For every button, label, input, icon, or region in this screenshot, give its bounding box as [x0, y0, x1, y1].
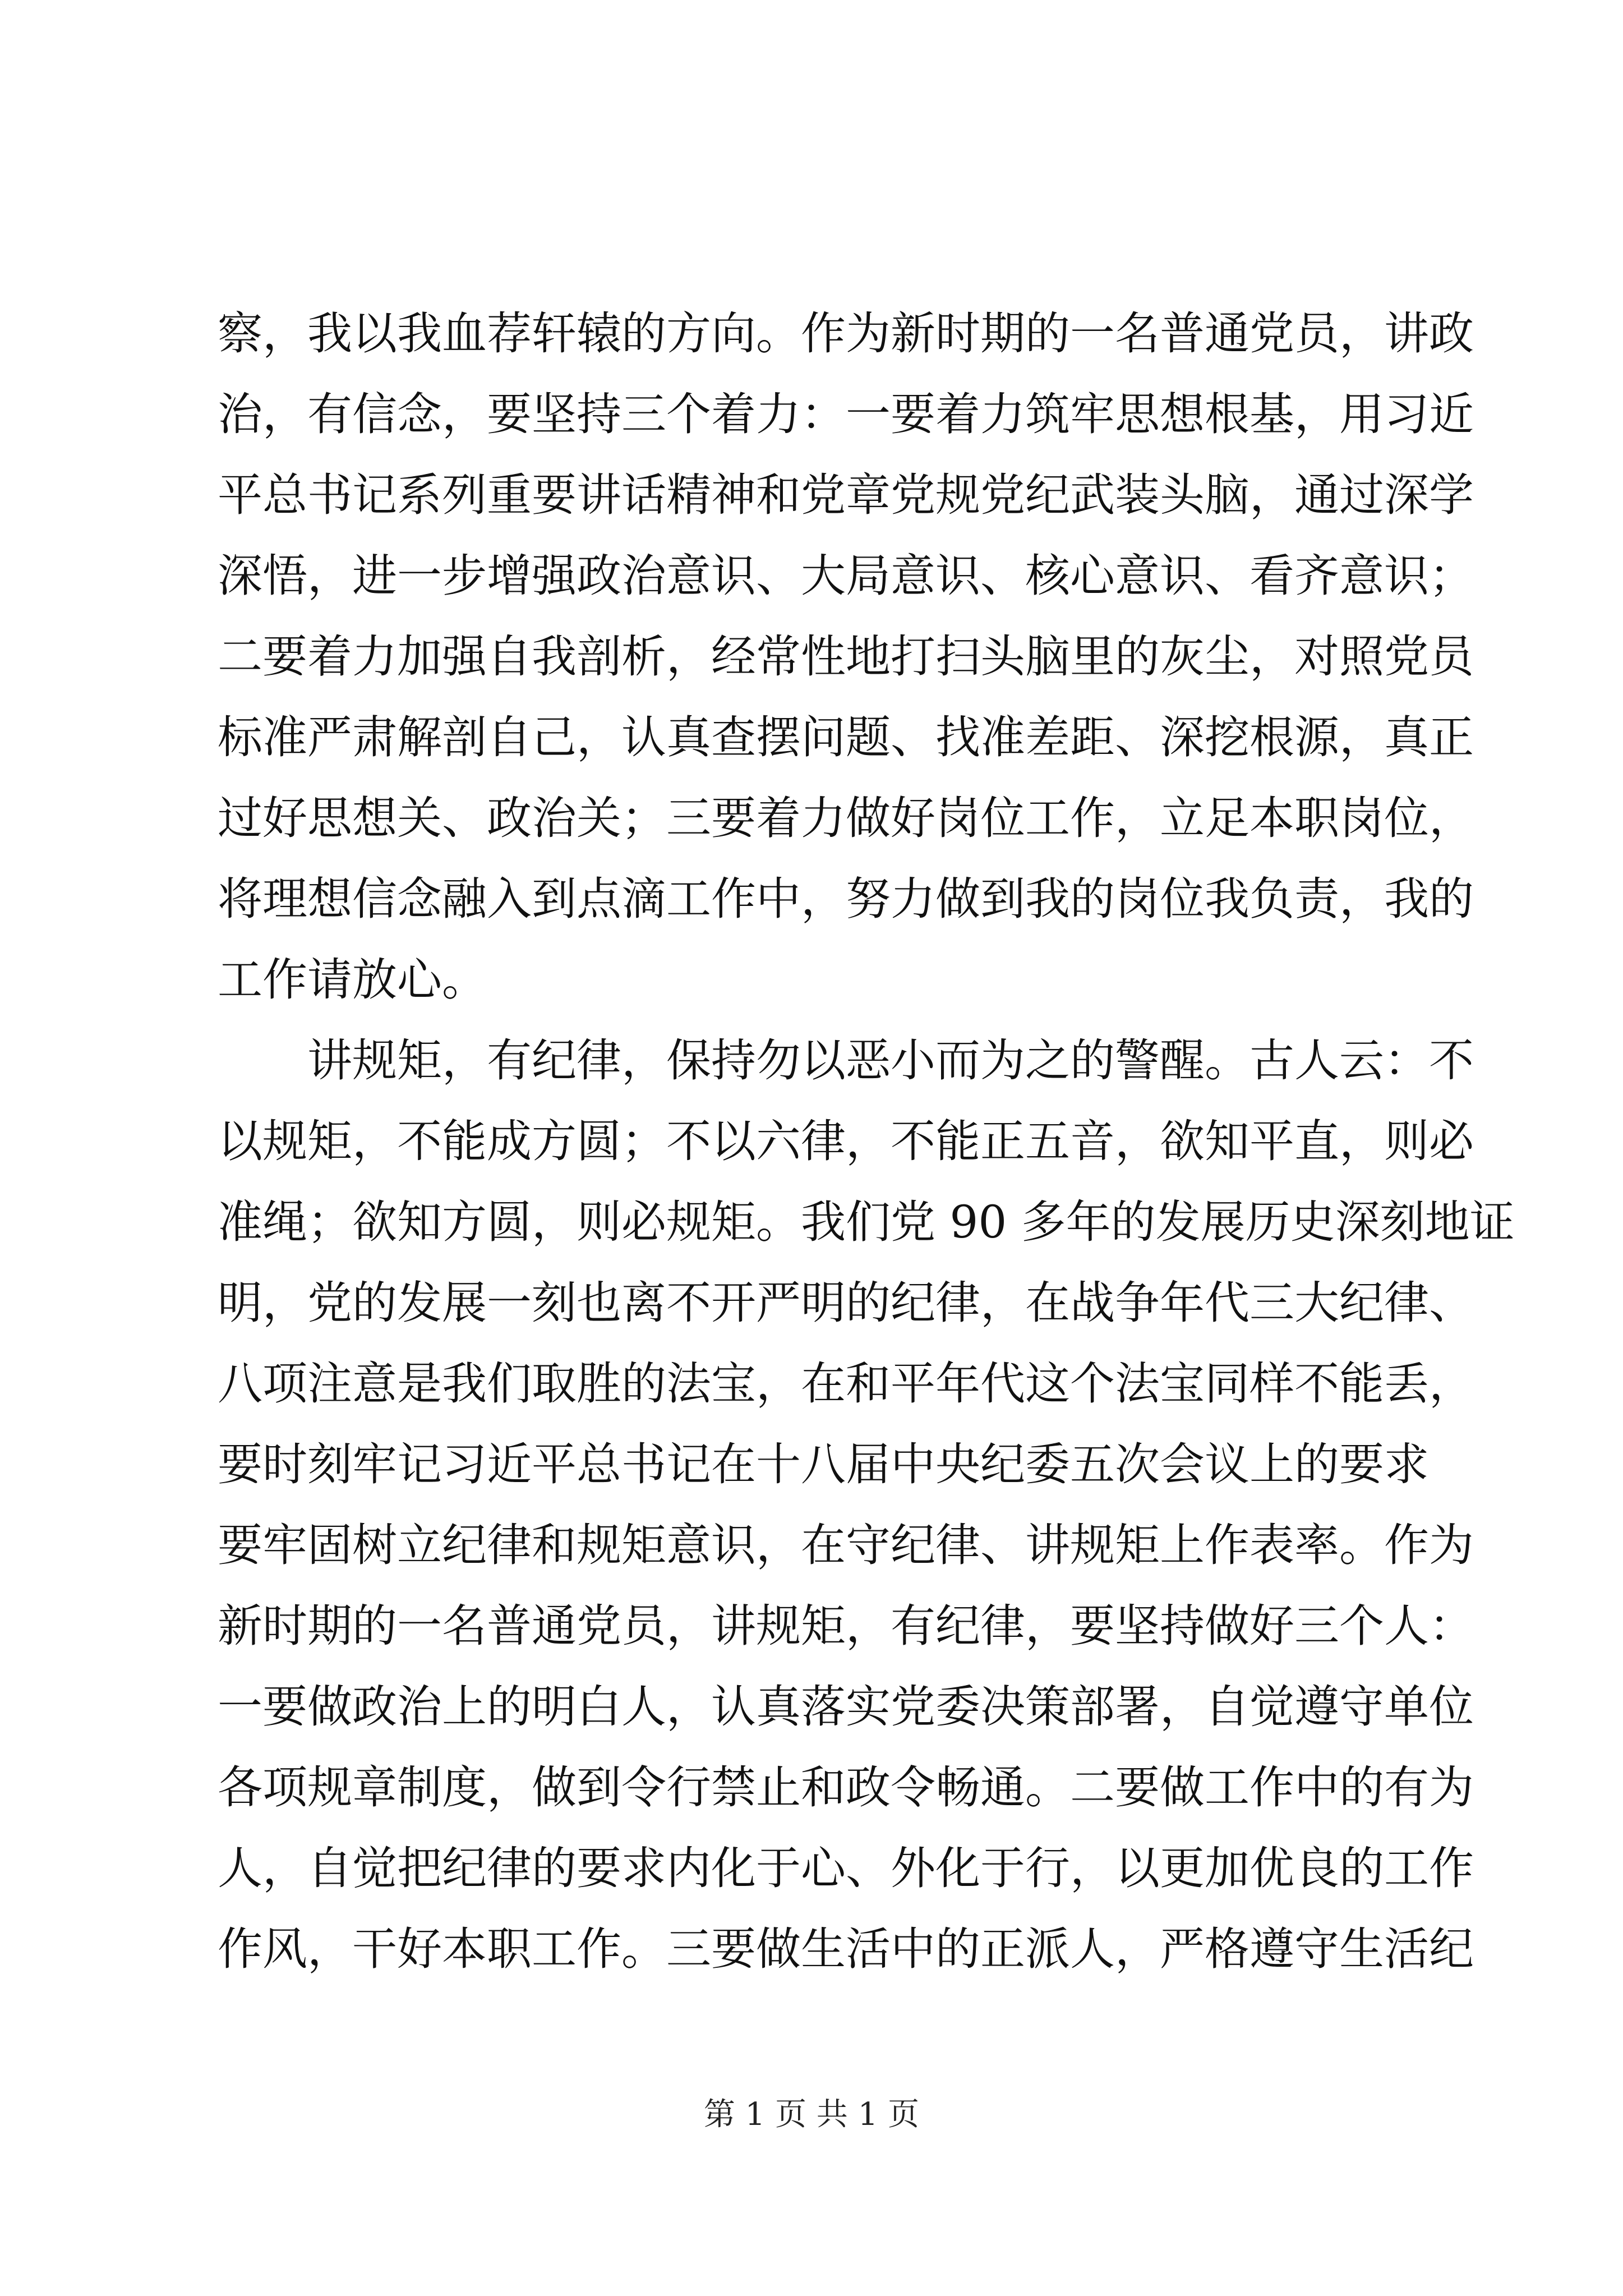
text-line: 将理想信念融入到点滴工作中，努力做到我的岗位我负责，我的 — [218, 873, 1474, 925]
text-line: 新时期的一名普通党员，讲规矩，有纪律，要坚持做好三个人： — [218, 1600, 1474, 1652]
text-line: 察，我以我血荐轩辕的方向。作为新时期的一名普通党员，讲政 — [218, 307, 1474, 360]
text-line: 二要着力加强自我剖析，经常性地打扫头脑里的灰尘，对照党员 — [218, 631, 1474, 683]
text-line: 要时刻牢记习近平总书记在十八届中央纪委五次会议上的要求 — [218, 1438, 1429, 1490]
text-line: 治，有信念，要坚持三个着力：一要着力筑牢思想根基，用习近 — [218, 388, 1474, 440]
text-line: 平总书记系列重要讲话精神和党章党规党纪武装头脑，通过深学 — [218, 469, 1474, 521]
paragraph — [218, 293, 1474, 1020]
text-line: 人，自觉把纪律的要求内化于心、外化于行，以更加优良的工作 — [218, 1842, 1474, 1894]
text-line: 以规矩，不能成方圆；不以六律，不能正五音，欲知平直，则必 — [218, 1115, 1474, 1167]
page-footer: 第 1 页 共 1 页 — [703, 2096, 920, 2133]
text-line: 讲规矩，有纪律，保持勿以恶小而为之的警醒。古人云：不 — [307, 1034, 1474, 1087]
text-line: 一要做政治上的明白人，认真落实党委决策部署，自觉遵守单位 — [218, 1681, 1474, 1733]
text-line: 作风，干好本职工作。三要做生活中的正派人，严格遵守生活纪 — [218, 1923, 1474, 1975]
text-line: 标准严肃解剖自己，认真查摆问题、找准差距、深挖根源，真正 — [218, 711, 1474, 763]
text-line: 要牢固树立纪律和规矩意识，在守纪律、讲规矩上作表率。作为 — [218, 1519, 1474, 1571]
text-line: 过好思想关、政治关；三要着力做好岗位工作，立足本职岗位， — [218, 792, 1474, 844]
body-text — [218, 293, 1515, 1990]
text-line: 八项注意是我们取胜的法宝，在和平年代这个法宝同样不能丢， — [218, 1358, 1474, 1410]
text-line: 明，党的发展一刻也离不开严明的纪律，在战争年代三大纪律、 — [218, 1277, 1474, 1329]
text-line: 工作请放心。 — [218, 954, 487, 1006]
text-line: 深悟，进一步增强政治意识、大局意识、核心意识、看齐意识； — [218, 550, 1474, 602]
text-line: 各项规章制度，做到令行禁止和政令畅通。二要做工作中的有为 — [218, 1761, 1474, 1814]
text-line: 准绳；欲知方圆，则必规矩。我们党 90 多年的发展历史深刻地证 — [218, 1196, 1515, 1248]
paragraph — [218, 1020, 1515, 1990]
